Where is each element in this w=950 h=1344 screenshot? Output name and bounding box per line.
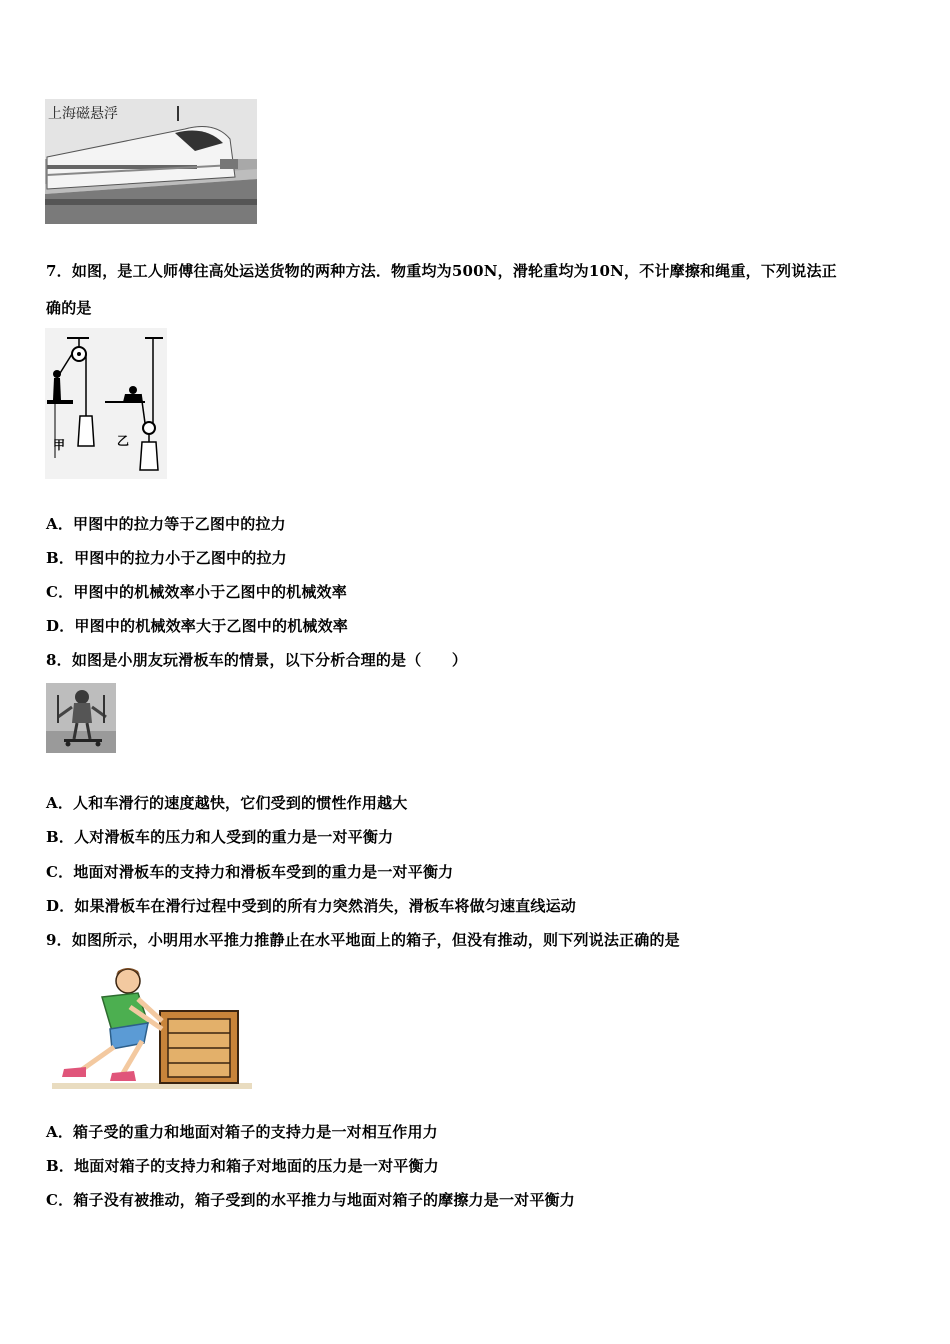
pulley-label-yi: 乙: [117, 434, 130, 448]
q9-stem: 9．如图所示，小明用水平推力推静止在水平地面上的箱子，但没有推动，则下列说法正确的是: [46, 931, 680, 949]
q7-stem-line1: 7．如图，是工人师傅往高处运送货物的两种方法．物重均为500N，滑轮重均为10N，不计摩擦和绳重，下列说法正: [46, 262, 837, 280]
q7-stem-line2: 确的是: [46, 299, 92, 317]
q7-option-b: B．甲图中的拉力小于乙图中的拉力: [46, 549, 287, 567]
q7-option-a: A．甲图中的拉力等于乙图中的拉力: [46, 515, 286, 533]
skateboard-child-image: [46, 683, 116, 753]
skateboard-drawing: [46, 683, 116, 753]
pulley-diagram-image: [45, 328, 167, 479]
q8-option-d: D．如果滑板车在滑行过程中受到的所有力突然消失，滑板车将做匀速直线运动: [46, 897, 577, 915]
maglev-label: 上海磁悬浮: [48, 106, 118, 122]
q8-option-c: C．地面对滑板车的支持力和滑板车受到的重力是一对平衡力: [46, 863, 454, 881]
boy-box-drawing: [50, 963, 253, 1093]
boy-pushing-box-image: [50, 963, 253, 1093]
q7-option-d: D．甲图中的机械效率大于乙图中的机械效率: [46, 617, 349, 635]
q9-option-c: C．箱子没有被推动，箱子受到的水平推力与地面对箱子的摩擦力是一对平衡力: [46, 1191, 575, 1209]
q8-option-a: A．人和车滑行的速度越快，它们受到的惯性作用越大: [46, 794, 408, 812]
q8-stem: 8．如图是小朋友玩滑板车的情景，以下分析合理的是（ ）: [46, 651, 468, 669]
q7-option-c: C．甲图中的机械效率小于乙图中的机械效率: [46, 583, 347, 601]
pulley-label-jia: 甲: [53, 438, 66, 452]
pulley-drawing: [45, 328, 167, 479]
q8-option-b: B．人对滑板车的压力和人受到的重力是一对平衡力: [46, 828, 394, 846]
q9-option-a: A．箱子受的重力和地面对箱子的支持力是一对相互作用力: [46, 1123, 438, 1141]
q9-option-b: B．地面对箱子的支持力和箱子对地面的压力是一对平衡力: [46, 1157, 439, 1175]
maglev-train-image: [45, 99, 257, 224]
